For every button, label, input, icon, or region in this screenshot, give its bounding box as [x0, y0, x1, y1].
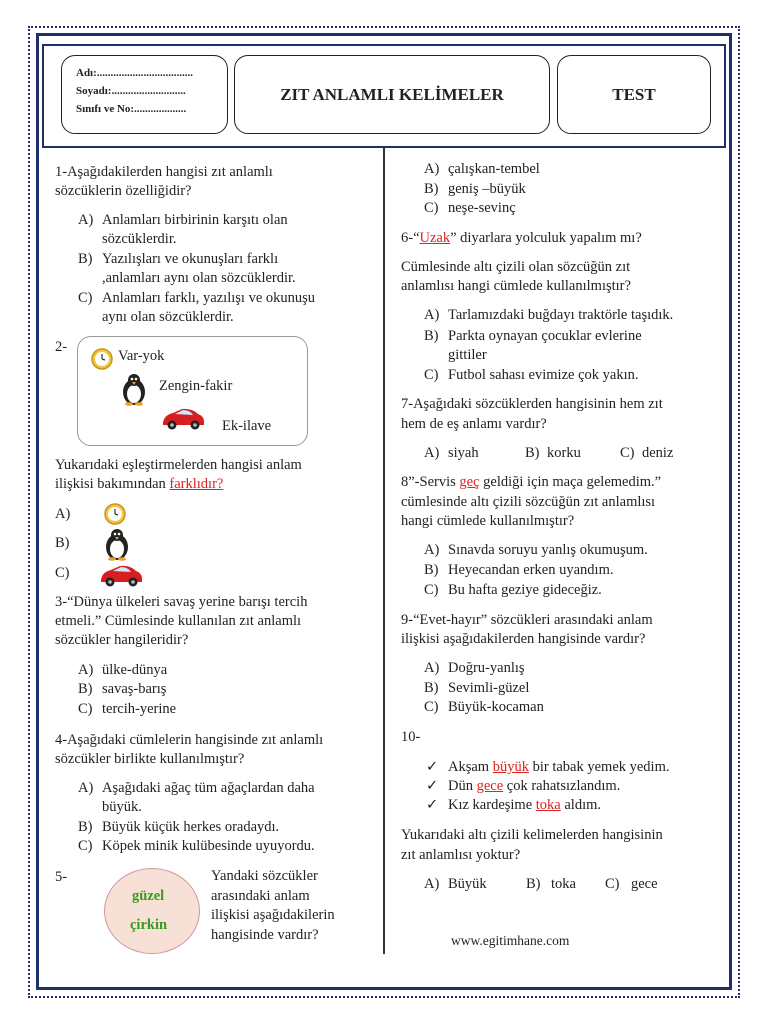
checkmark-icon: ✓ [426, 778, 439, 794]
q4-option-a-1: Aşağıdaki ağaç tüm ağaçlardan daha [102, 780, 315, 796]
q10-s2-post: çok rahatsızlandım. [503, 778, 621, 794]
q3-option-a-letter: A) [78, 662, 94, 678]
q1-option-a-letter: A) [78, 212, 94, 228]
car-icon [98, 562, 144, 588]
q9-option-a-letter: A) [424, 660, 440, 676]
q5-option-a-letter: A) [424, 161, 440, 177]
surname-label: Soyadı:........................... [76, 85, 186, 97]
q1-option-b-letter: B) [78, 251, 93, 267]
q8-line1-post: geldiği için maça gelemedim.” [479, 474, 662, 490]
q10-s3-post: aldım. [560, 797, 602, 813]
q10-s1-underlined: büyük [492, 759, 529, 775]
q1-line2: sözcüklerin özelliğidir? [55, 183, 192, 199]
q1-option-a-2: sözcüklerdir. [102, 231, 177, 247]
page-title: ZIT ANLAMLI KELİMELER [234, 55, 550, 134]
q1-option-b-2: ,anlamları aynı olan sözcüklerdir. [102, 270, 296, 286]
q9-option-c: Büyük-kocaman [448, 699, 544, 715]
q5-line2: arasındaki anlam [211, 888, 310, 904]
q6-option-c: Futbol sahası evimize çok yakın. [448, 367, 639, 383]
q5-option-b-letter: B) [424, 181, 439, 197]
q4-option-a-letter: A) [78, 780, 94, 796]
q3-option-b-letter: B) [78, 681, 93, 697]
q5-option-b: geniş –büyük [448, 181, 526, 197]
q10-s1-pre: Akşam [448, 759, 493, 775]
q8-line2: cümlesinde altı çizili sözcüğün zıt anlamlısı [401, 494, 656, 510]
test-label: TEST [557, 55, 711, 134]
q10-s1-post: bir tabak yemek yedim. [528, 759, 670, 775]
q1-option-c-2: aynı olan sözcüklerdir. [102, 309, 234, 325]
q6-option-c-letter: C) [424, 367, 439, 383]
q10-number: 10- [401, 729, 421, 745]
clock-icon [104, 503, 126, 525]
q7-option-a-letter: A) [424, 445, 440, 461]
q6-option-a-letter: A) [424, 307, 440, 323]
q8-option-c: Bu hafta geziye gideceğiz. [448, 582, 602, 598]
q3-line1: 3-“Dünya ülkeleri savaş yerine barışı tercih [55, 594, 308, 610]
q9-option-b-letter: B) [424, 680, 439, 696]
q10-option-b-letter: B) [526, 876, 541, 892]
q10-s2-underlined: gece [476, 778, 504, 794]
q1-option-c-1: Anlamları farklı, yazılışı ve okunuşu [102, 290, 316, 306]
q5-option-a: çalışkan-tembel [448, 161, 540, 177]
q2-line1: Yukarıdaki eşleştirmelerden hangisi anlam [55, 457, 302, 473]
penguin-icon [119, 372, 149, 406]
q10-sentence-2 [448, 777, 620, 795]
q5-line1: Yandaki sözcükler [211, 868, 318, 884]
q7-option-a: siyah [448, 445, 479, 461]
clock-icon [91, 348, 113, 370]
q5-word-oval [104, 868, 200, 954]
q10-option-a-letter: A) [424, 876, 440, 892]
q10-sentence-3 [448, 796, 601, 814]
q2-option-b-letter: B) [55, 535, 70, 551]
q10-option-a: Büyük [448, 876, 487, 892]
q6-line1 [401, 229, 642, 247]
student-info-box [61, 55, 228, 134]
checkmark-icon: ✓ [426, 759, 439, 775]
q3-option-c-letter: C) [78, 701, 93, 717]
q2-underlined-word: farklıdır? [169, 476, 224, 492]
q10-line1: Yukarıdaki altı çizili kelimelerden hangisinin [401, 827, 663, 843]
q10-s3-underlined: toka [535, 797, 561, 813]
q8-option-a-letter: A) [424, 542, 440, 558]
q4-option-c: Köpek minik kulübesinde uyuyordu. [102, 838, 315, 854]
q5-number: 5- [55, 869, 68, 885]
q8-option-c-letter: C) [424, 582, 439, 598]
q8-option-b-letter: B) [424, 562, 439, 578]
q2-number: 2- [55, 339, 68, 355]
q1-option-a-1: Anlamları birbirinin karşıtı olan [102, 212, 288, 228]
column-divider [383, 148, 385, 954]
q3-line3: sözcükler hangileridir? [55, 632, 189, 648]
q4-option-a-2: büyük. [102, 799, 142, 815]
q10-sentence-1 [448, 758, 670, 776]
q6-line2: Cümlesinde altı çizili olan sözcüğün zıt [401, 259, 631, 275]
q1-line1: 1-Aşağıdakilerden hangisi zıt anlamlı [55, 164, 273, 180]
q7-option-b-letter: B) [525, 445, 540, 461]
q6-line3: anlamlısı hangi cümlede kullanılmıştır? [401, 278, 631, 294]
q5-line4: hangisinde vardır? [211, 927, 319, 943]
q2-pair-2: Zengin-fakir [159, 378, 233, 394]
q3-line2: etmeli.” Cümlesinde kullanılan zıt anlamlı [55, 613, 302, 629]
q6-option-b-letter: B) [424, 328, 439, 344]
q6-line1-pre: 6-“ [401, 230, 420, 246]
q4-option-b: Büyük küçük herkes oradaydı. [102, 819, 280, 835]
footer-website: www.egitimhane.com [451, 933, 570, 948]
q8-option-b: Heyecandan erken uyandım. [448, 562, 614, 578]
q2-line2-text: ilişkisi bakımından [55, 476, 170, 492]
q5-option-c-letter: C) [424, 200, 439, 216]
q8-line3: hangi cümlede kullanılmıştır? [401, 513, 575, 529]
q7-line1: 7-Aşağıdaki sözcüklerden hangisinin hem zıt [401, 396, 663, 412]
q3-option-a: ülke-dünya [102, 662, 168, 678]
q8-underlined-word: geç [459, 474, 480, 490]
q10-s2-pre: Dün [448, 778, 477, 794]
q1-option-b-1: Yazılışları ve okunuşları farklı [102, 251, 279, 267]
q10-line2: zıt anlamlısı yoktur? [401, 847, 521, 863]
q7-option-c: deniz [642, 445, 674, 461]
checkmark-icon: ✓ [426, 797, 439, 813]
q5-option-c: neşe-sevinç [448, 200, 516, 216]
q7-line2: hem de eş anlamı vardır? [401, 416, 547, 432]
q9-line2: ilişkisi aşağıdakilerden hangisinde vardır? [401, 631, 646, 647]
q6-option-b-1: Parkta oynayan çocuklar evlerine [448, 328, 642, 344]
q3-option-c: tercih-yerine [102, 701, 177, 717]
q6-option-b-2: gittiler [448, 347, 487, 363]
q4-line1: 4-Aşağıdaki cümlelerin hangisinde zıt anlamlı [55, 732, 324, 748]
q5-line3: ilişkisi aşağıdakilerin [211, 907, 335, 923]
q3-option-b: savaş-barış [102, 681, 167, 697]
q10-option-c: gece [631, 876, 658, 892]
q8-line1-pre: 8”-Servis [401, 474, 460, 490]
car-icon [160, 405, 206, 431]
q4-option-c-letter: C) [78, 838, 93, 854]
q5-word-1: güzel [132, 888, 165, 904]
q2-pair-3: Ek-ilave [222, 418, 272, 434]
q9-option-a: Doğru-yanlış [448, 660, 525, 676]
class-label: Sınıfı ve No:................... [76, 103, 187, 115]
q10-option-c-letter: C) [605, 876, 620, 892]
q1-option-c-letter: C) [78, 290, 93, 306]
q7-option-c-letter: C) [620, 445, 635, 461]
q4-line2: sözcükler birlikte kullanılmıştır? [55, 751, 245, 767]
q6-option-a: Tarlamızdaki buğdayı traktörle taşıdık. [448, 307, 674, 323]
q6-underlined-word: Uzak [419, 230, 451, 246]
q9-option-b: Sevimli-güzel [448, 680, 530, 696]
q9-line1: 9-“Evet-hayır” sözcükleri arasındaki anlam [401, 612, 653, 628]
penguin-icon [102, 527, 132, 561]
q4-option-b-letter: B) [78, 819, 93, 835]
q2-option-c-letter: C) [55, 565, 70, 581]
name-label: Adı:................................... [76, 67, 194, 79]
q8-line1 [401, 473, 661, 491]
q2-pair-1: Var-yok [118, 348, 165, 364]
q2-line2 [55, 475, 223, 493]
q7-option-b: korku [547, 445, 581, 461]
q8-option-a: Sınavda soruyu yanlış okumuşum. [448, 542, 648, 558]
q5-word-2: çirkin [130, 917, 168, 933]
q10-s3-pre: Kız kardeşime [448, 797, 536, 813]
q10-option-b: toka [551, 876, 576, 892]
q9-option-c-letter: C) [424, 699, 439, 715]
q2-option-a-letter: A) [55, 506, 71, 522]
q6-line1-post: ” diyarlara yolculuk yapalım mı? [450, 230, 642, 246]
